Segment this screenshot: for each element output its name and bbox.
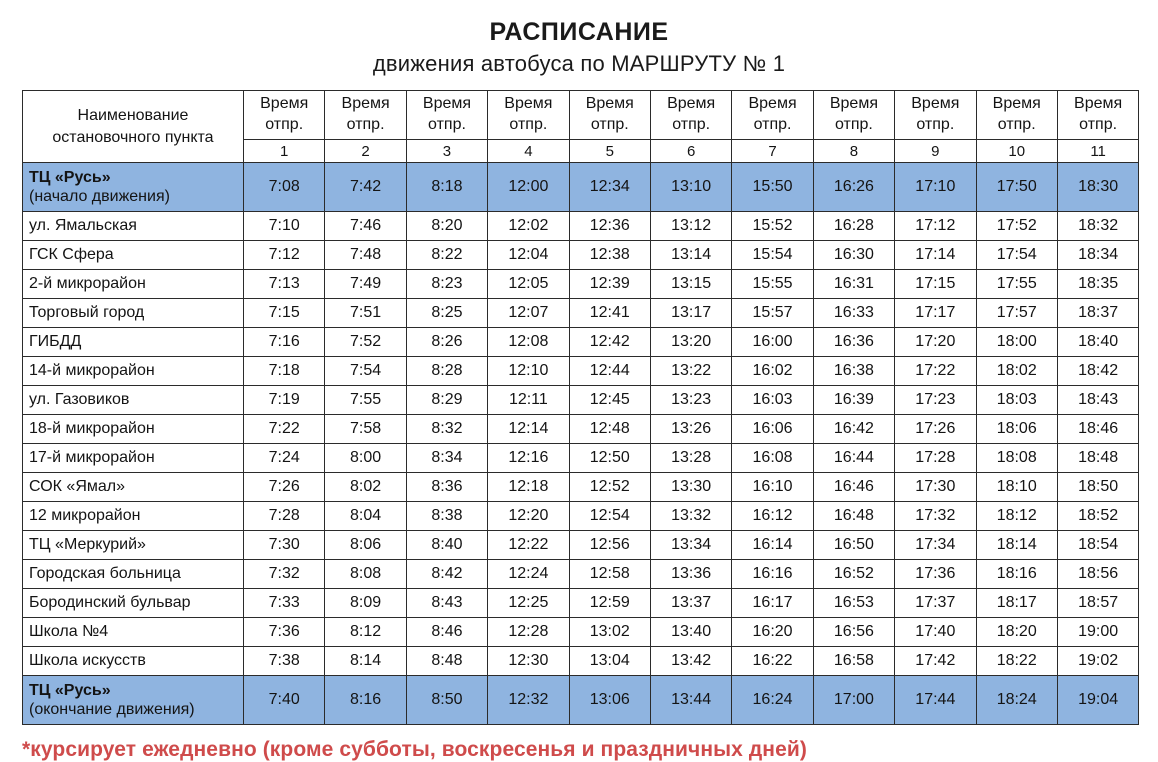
departure-time-cell: 7:32 <box>244 560 325 589</box>
departure-time-cell: 8:29 <box>406 386 487 415</box>
departure-time-cell: 12:42 <box>569 328 650 357</box>
departure-time-cell: 8:22 <box>406 241 487 270</box>
departure-time-cell: 16:50 <box>813 531 894 560</box>
departure-time-cell: 19:04 <box>1057 676 1138 725</box>
stop-name-cell: Городская больница <box>23 560 244 589</box>
departure-time-cell: 16:31 <box>813 270 894 299</box>
departure-time-cell: 18:46 <box>1057 415 1138 444</box>
departure-time-cell: 8:06 <box>325 531 406 560</box>
departure-time-cell: 18:40 <box>1057 328 1138 357</box>
departure-time-cell: 16:36 <box>813 328 894 357</box>
departure-time-cell: 8:46 <box>406 618 487 647</box>
header-time-line2: отпр. <box>1079 116 1118 134</box>
header-time-column-2 <box>325 91 406 140</box>
header-trip-number-11: 11 <box>1057 140 1138 163</box>
page-subtitle: движения автобуса по МАРШРУТУ № 1 <box>372 50 786 76</box>
departure-time-cell: 13:04 <box>569 647 650 676</box>
departure-time-cell: 16:24 <box>732 676 813 725</box>
departure-time-cell: 12:36 <box>569 212 650 241</box>
departure-time-cell: 7:18 <box>244 357 325 386</box>
table-row <box>23 299 1139 328</box>
departure-time-cell: 16:52 <box>813 560 894 589</box>
departure-time-cell: 8:26 <box>406 328 487 357</box>
header-time-column-6 <box>650 91 731 140</box>
table-row <box>23 676 1139 725</box>
departure-time-cell: 12:05 <box>488 270 569 299</box>
header-time-line1: Время <box>748 95 797 113</box>
departure-time-cell: 17:28 <box>895 444 976 473</box>
departure-time-cell: 16:16 <box>732 560 813 589</box>
departure-time-cell: 18:43 <box>1057 386 1138 415</box>
departure-time-cell: 8:14 <box>325 647 406 676</box>
departure-time-cell: 16:08 <box>732 444 813 473</box>
stop-name-label: ТЦ «Русь» <box>29 681 111 699</box>
stop-name-note: (окончание движения) <box>29 701 195 719</box>
departure-time-cell: 18:35 <box>1057 270 1138 299</box>
departure-time-cell: 12:16 <box>488 444 569 473</box>
departure-time-cell: 7:26 <box>244 473 325 502</box>
header-trip-number-9: 9 <box>895 140 976 163</box>
departure-time-cell: 18:54 <box>1057 531 1138 560</box>
departure-time-cell: 12:52 <box>569 473 650 502</box>
header-time-column-9 <box>895 91 976 140</box>
header-time-line1: Время <box>341 95 390 113</box>
departure-time-cell: 12:04 <box>488 241 569 270</box>
departure-time-cell: 8:36 <box>406 473 487 502</box>
departure-time-cell: 13:15 <box>650 270 731 299</box>
header-trip-number-8: 8 <box>813 140 894 163</box>
departure-time-cell: 7:49 <box>325 270 406 299</box>
header-stop-name-line1: Наименование <box>77 107 189 125</box>
departure-time-cell: 7:38 <box>244 647 325 676</box>
departure-time-cell: 17:54 <box>976 241 1057 270</box>
departure-time-cell: 7:54 <box>325 357 406 386</box>
table-row <box>23 357 1139 386</box>
departure-time-cell: 18:30 <box>1057 163 1138 212</box>
departure-time-cell: 16:38 <box>813 357 894 386</box>
departure-time-cell: 18:42 <box>1057 357 1138 386</box>
departure-time-cell: 13:26 <box>650 415 731 444</box>
departure-time-cell: 18:16 <box>976 560 1057 589</box>
departure-time-cell: 16:02 <box>732 357 813 386</box>
departure-time-cell: 12:45 <box>569 386 650 415</box>
departure-time-cell: 8:00 <box>325 444 406 473</box>
header-trip-number-2: 2 <box>325 140 406 163</box>
departure-time-cell: 18:20 <box>976 618 1057 647</box>
stop-name-cell: Торговый город <box>23 299 244 328</box>
header-time-line2: отпр. <box>834 116 873 134</box>
departure-time-cell: 17:37 <box>895 589 976 618</box>
departure-time-cell: 12:34 <box>569 163 650 212</box>
stop-name-cell: 12 микрорайон <box>23 502 244 531</box>
departure-time-cell: 16:12 <box>732 502 813 531</box>
stop-name-cell: ГСК Сфера <box>23 241 244 270</box>
departure-time-cell: 13:40 <box>650 618 731 647</box>
table-row <box>23 415 1139 444</box>
table-row <box>23 212 1139 241</box>
departure-time-cell: 13:20 <box>650 328 731 357</box>
header-stop-name <box>23 91 244 163</box>
departure-time-cell: 17:17 <box>895 299 976 328</box>
departure-time-cell: 19:00 <box>1057 618 1138 647</box>
table-row <box>23 531 1139 560</box>
table-header <box>23 91 1139 163</box>
stop-name-cell: СОК «Ямал» <box>23 473 244 502</box>
departure-time-cell: 12:00 <box>488 163 569 212</box>
header-time-line2: отпр. <box>997 116 1036 134</box>
departure-time-cell: 17:00 <box>813 676 894 725</box>
departure-time-cell: 17:12 <box>895 212 976 241</box>
departure-time-cell: 17:15 <box>895 270 976 299</box>
departure-time-cell: 12:58 <box>569 560 650 589</box>
departure-time-cell: 15:50 <box>732 163 813 212</box>
bus-schedule-table <box>22 90 1139 725</box>
departure-time-cell: 8:08 <box>325 560 406 589</box>
header-trip-number-10: 10 <box>976 140 1057 163</box>
departure-time-cell: 8:25 <box>406 299 487 328</box>
departure-time-cell: 12:25 <box>488 589 569 618</box>
departure-time-cell: 18:34 <box>1057 241 1138 270</box>
departure-time-cell: 17:26 <box>895 415 976 444</box>
departure-time-cell: 8:32 <box>406 415 487 444</box>
header-time-column-11 <box>1057 91 1138 140</box>
header-time-line2: отпр. <box>590 116 629 134</box>
header-trip-number-1: 1 <box>244 140 325 163</box>
footnote: *курсирует ежедневно (кроме субботы, воскресенья и праздничных дней) <box>22 738 807 762</box>
departure-time-cell: 7:40 <box>244 676 325 725</box>
departure-time-cell: 17:34 <box>895 531 976 560</box>
departure-time-cell: 17:57 <box>976 299 1057 328</box>
departure-time-cell: 16:30 <box>813 241 894 270</box>
departure-time-cell: 17:10 <box>895 163 976 212</box>
departure-time-cell: 17:55 <box>976 270 1057 299</box>
departure-time-cell: 8:04 <box>325 502 406 531</box>
departure-time-cell: 16:42 <box>813 415 894 444</box>
header-time-line2: отпр. <box>916 116 955 134</box>
departure-time-cell: 16:44 <box>813 444 894 473</box>
departure-time-cell: 13:17 <box>650 299 731 328</box>
departure-time-cell: 16:39 <box>813 386 894 415</box>
departure-time-cell: 8:02 <box>325 473 406 502</box>
table-row <box>23 618 1139 647</box>
departure-time-cell: 8:16 <box>325 676 406 725</box>
departure-time-cell: 15:54 <box>732 241 813 270</box>
table-row <box>23 386 1139 415</box>
departure-time-cell: 12:41 <box>569 299 650 328</box>
departure-time-cell: 13:34 <box>650 531 731 560</box>
departure-time-cell: 13:28 <box>650 444 731 473</box>
departure-time-cell: 8:23 <box>406 270 487 299</box>
departure-time-cell: 18:22 <box>976 647 1057 676</box>
departure-time-cell: 12:11 <box>488 386 569 415</box>
departure-time-cell: 7:58 <box>325 415 406 444</box>
table-row <box>23 444 1139 473</box>
header-trip-number-6: 6 <box>650 140 731 163</box>
departure-time-cell: 7:55 <box>325 386 406 415</box>
departure-time-cell: 16:22 <box>732 647 813 676</box>
departure-time-cell: 12:18 <box>488 473 569 502</box>
departure-time-cell: 13:12 <box>650 212 731 241</box>
departure-time-cell: 13:44 <box>650 676 731 725</box>
header-time-column-3 <box>406 91 487 140</box>
departure-time-cell: 18:02 <box>976 357 1057 386</box>
departure-time-cell: 17:36 <box>895 560 976 589</box>
departure-time-cell: 17:50 <box>976 163 1057 212</box>
departure-time-cell: 8:43 <box>406 589 487 618</box>
departure-time-cell: 8:09 <box>325 589 406 618</box>
table-body <box>23 163 1139 725</box>
departure-time-cell: 8:34 <box>406 444 487 473</box>
departure-time-cell: 8:50 <box>406 676 487 725</box>
departure-time-cell: 18:14 <box>976 531 1057 560</box>
departure-time-cell: 18:52 <box>1057 502 1138 531</box>
departure-time-cell: 7:15 <box>244 299 325 328</box>
departure-time-cell: 7:13 <box>244 270 325 299</box>
header-time-line1: Время <box>667 95 716 113</box>
header-row-labels <box>23 91 1139 140</box>
departure-time-cell: 8:42 <box>406 560 487 589</box>
departure-time-cell: 13:06 <box>569 676 650 725</box>
departure-time-cell: 18:03 <box>976 386 1057 415</box>
departure-time-cell: 7:46 <box>325 212 406 241</box>
header-time-column-5 <box>569 91 650 140</box>
departure-time-cell: 8:28 <box>406 357 487 386</box>
departure-time-cell: 12:38 <box>569 241 650 270</box>
stop-name-cell: 2-й микрорайон <box>23 270 244 299</box>
departure-time-cell: 16:03 <box>732 386 813 415</box>
departure-time-cell: 18:57 <box>1057 589 1138 618</box>
stop-name-cell: Школа №4 <box>23 618 244 647</box>
departure-time-cell: 17:40 <box>895 618 976 647</box>
departure-time-cell: 13:10 <box>650 163 731 212</box>
departure-time-cell: 7:24 <box>244 444 325 473</box>
departure-time-cell: 16:26 <box>813 163 894 212</box>
header-time-line2: отпр. <box>672 116 711 134</box>
departure-time-cell: 12:14 <box>488 415 569 444</box>
stop-name-cell: Бородинский бульвар <box>23 589 244 618</box>
departure-time-cell: 16:46 <box>813 473 894 502</box>
departure-time-cell: 16:33 <box>813 299 894 328</box>
header-time-column-10 <box>976 91 1057 140</box>
departure-time-cell: 12:08 <box>488 328 569 357</box>
departure-time-cell: 18:48 <box>1057 444 1138 473</box>
stop-name-label: ТЦ «Русь» <box>29 168 111 186</box>
header-time-column-8 <box>813 91 894 140</box>
departure-time-cell: 13:42 <box>650 647 731 676</box>
stop-name-cell: ТЦ «Меркурий» <box>23 531 244 560</box>
departure-time-cell: 16:28 <box>813 212 894 241</box>
header-time-line1: Время <box>422 95 472 113</box>
departure-time-cell: 8:12 <box>325 618 406 647</box>
departure-time-cell: 7:48 <box>325 241 406 270</box>
header-time-line1: Время <box>992 95 1041 113</box>
departure-time-cell: 16:56 <box>813 618 894 647</box>
departure-time-cell: 13:14 <box>650 241 731 270</box>
stop-name-cell: ул. Газовиков <box>23 386 244 415</box>
departure-time-cell: 7:33 <box>244 589 325 618</box>
stop-name-cell: ГИБДД <box>23 328 244 357</box>
header-time-line2: отпр. <box>753 116 792 134</box>
departure-time-cell: 16:06 <box>732 415 813 444</box>
departure-time-cell: 7:36 <box>244 618 325 647</box>
table-row <box>23 163 1139 212</box>
schedule-table-wrapper <box>22 90 1138 725</box>
departure-time-cell: 8:48 <box>406 647 487 676</box>
stop-name-cell <box>23 163 244 212</box>
departure-time-cell: 15:55 <box>732 270 813 299</box>
stop-name-cell: 17-й микрорайон <box>23 444 244 473</box>
departure-time-cell: 16:20 <box>732 618 813 647</box>
table-row <box>23 647 1139 676</box>
departure-time-cell: 17:14 <box>895 241 976 270</box>
header-time-line1: Время <box>911 95 960 113</box>
departure-time-cell: 16:48 <box>813 502 894 531</box>
departure-time-cell: 18:50 <box>1057 473 1138 502</box>
departure-time-cell: 19:02 <box>1057 647 1138 676</box>
departure-time-cell: 18:10 <box>976 473 1057 502</box>
departure-time-cell: 16:53 <box>813 589 894 618</box>
departure-time-cell: 7:30 <box>244 531 325 560</box>
departure-time-cell: 7:52 <box>325 328 406 357</box>
departure-time-cell: 13:22 <box>650 357 731 386</box>
header-time-line2: отпр. <box>509 116 548 134</box>
table-row <box>23 560 1139 589</box>
departure-time-cell: 13:32 <box>650 502 731 531</box>
departure-time-cell: 12:48 <box>569 415 650 444</box>
departure-time-cell: 7:51 <box>325 299 406 328</box>
departure-time-cell: 17:32 <box>895 502 976 531</box>
departure-time-cell: 18:56 <box>1057 560 1138 589</box>
departure-time-cell: 12:54 <box>569 502 650 531</box>
header-time-line2: отпр. <box>346 116 385 134</box>
header-trip-number-3: 3 <box>406 140 487 163</box>
departure-time-cell: 16:58 <box>813 647 894 676</box>
departure-time-cell: 17:22 <box>895 357 976 386</box>
page-title: РАСПИСАНИЕ <box>489 18 669 46</box>
table-row <box>23 241 1139 270</box>
stop-name-note: (начало движения) <box>29 188 170 206</box>
departure-time-cell: 12:28 <box>488 618 569 647</box>
title-block <box>0 0 1158 77</box>
stop-name-cell: 18-й микрорайон <box>23 415 244 444</box>
departure-time-cell: 16:14 <box>732 531 813 560</box>
table-row <box>23 589 1139 618</box>
stop-name-cell <box>23 676 244 725</box>
departure-time-cell: 17:52 <box>976 212 1057 241</box>
departure-time-cell: 8:18 <box>406 163 487 212</box>
departure-time-cell: 16:10 <box>732 473 813 502</box>
header-time-line1: Время <box>504 95 553 113</box>
departure-time-cell: 7:10 <box>244 212 325 241</box>
departure-time-cell: 16:17 <box>732 589 813 618</box>
departure-time-cell: 13:23 <box>650 386 731 415</box>
header-time-column-4 <box>488 91 569 140</box>
table-row <box>23 328 1139 357</box>
departure-time-cell: 12:24 <box>488 560 569 589</box>
departure-time-cell: 13:30 <box>650 473 731 502</box>
departure-time-cell: 18:06 <box>976 415 1057 444</box>
departure-time-cell: 12:50 <box>569 444 650 473</box>
departure-time-cell: 15:57 <box>732 299 813 328</box>
departure-time-cell: 12:39 <box>569 270 650 299</box>
departure-time-cell: 18:00 <box>976 328 1057 357</box>
departure-time-cell: 16:00 <box>732 328 813 357</box>
departure-time-cell: 17:42 <box>895 647 976 676</box>
table-row <box>23 502 1139 531</box>
departure-time-cell: 17:44 <box>895 676 976 725</box>
departure-time-cell: 18:32 <box>1057 212 1138 241</box>
header-time-line1: Время <box>829 95 878 113</box>
departure-time-cell: 12:02 <box>488 212 569 241</box>
departure-time-cell: 18:24 <box>976 676 1057 725</box>
departure-time-cell: 12:32 <box>488 676 569 725</box>
header-trip-number-5: 5 <box>569 140 650 163</box>
stop-name-cell: Школа искусств <box>23 647 244 676</box>
departure-time-cell: 13:36 <box>650 560 731 589</box>
header-time-line2: отпр. <box>265 116 304 134</box>
departure-time-cell: 12:59 <box>569 589 650 618</box>
departure-time-cell: 12:20 <box>488 502 569 531</box>
header-time-column-1 <box>244 91 325 140</box>
header-time-line1: Время <box>585 95 634 113</box>
departure-time-cell: 12:44 <box>569 357 650 386</box>
header-stop-name-line2: остановочного пункта <box>52 128 214 146</box>
header-time-column-7 <box>732 91 813 140</box>
departure-time-cell: 7:12 <box>244 241 325 270</box>
departure-time-cell: 12:10 <box>488 357 569 386</box>
stop-name-cell: 14-й микрорайон <box>23 357 244 386</box>
header-trip-number-4: 4 <box>488 140 569 163</box>
departure-time-cell: 17:20 <box>895 328 976 357</box>
departure-time-cell: 7:19 <box>244 386 325 415</box>
departure-time-cell: 8:40 <box>406 531 487 560</box>
header-time-line1: Время <box>260 95 309 113</box>
departure-time-cell: 7:08 <box>244 163 325 212</box>
departure-time-cell: 17:23 <box>895 386 976 415</box>
departure-time-cell: 7:28 <box>244 502 325 531</box>
departure-time-cell: 12:30 <box>488 647 569 676</box>
table-row <box>23 270 1139 299</box>
departure-time-cell: 17:30 <box>895 473 976 502</box>
stop-name-cell: ул. Ямальская <box>23 212 244 241</box>
header-time-line1: Время <box>1074 95 1123 113</box>
table-row <box>23 473 1139 502</box>
departure-time-cell: 12:56 <box>569 531 650 560</box>
departure-time-cell: 18:17 <box>976 589 1057 618</box>
departure-time-cell: 18:37 <box>1057 299 1138 328</box>
departure-time-cell: 8:20 <box>406 212 487 241</box>
departure-time-cell: 13:02 <box>569 618 650 647</box>
departure-time-cell: 18:12 <box>976 502 1057 531</box>
departure-time-cell: 12:22 <box>488 531 569 560</box>
departure-time-cell: 12:07 <box>488 299 569 328</box>
departure-time-cell: 7:42 <box>325 163 406 212</box>
departure-time-cell: 15:52 <box>732 212 813 241</box>
departure-time-cell: 7:16 <box>244 328 325 357</box>
departure-time-cell: 7:22 <box>244 415 325 444</box>
departure-time-cell: 8:38 <box>406 502 487 531</box>
header-time-line2: отпр. <box>428 116 466 134</box>
departure-time-cell: 18:08 <box>976 444 1057 473</box>
departure-time-cell: 13:37 <box>650 589 731 618</box>
header-trip-number-7: 7 <box>732 140 813 163</box>
